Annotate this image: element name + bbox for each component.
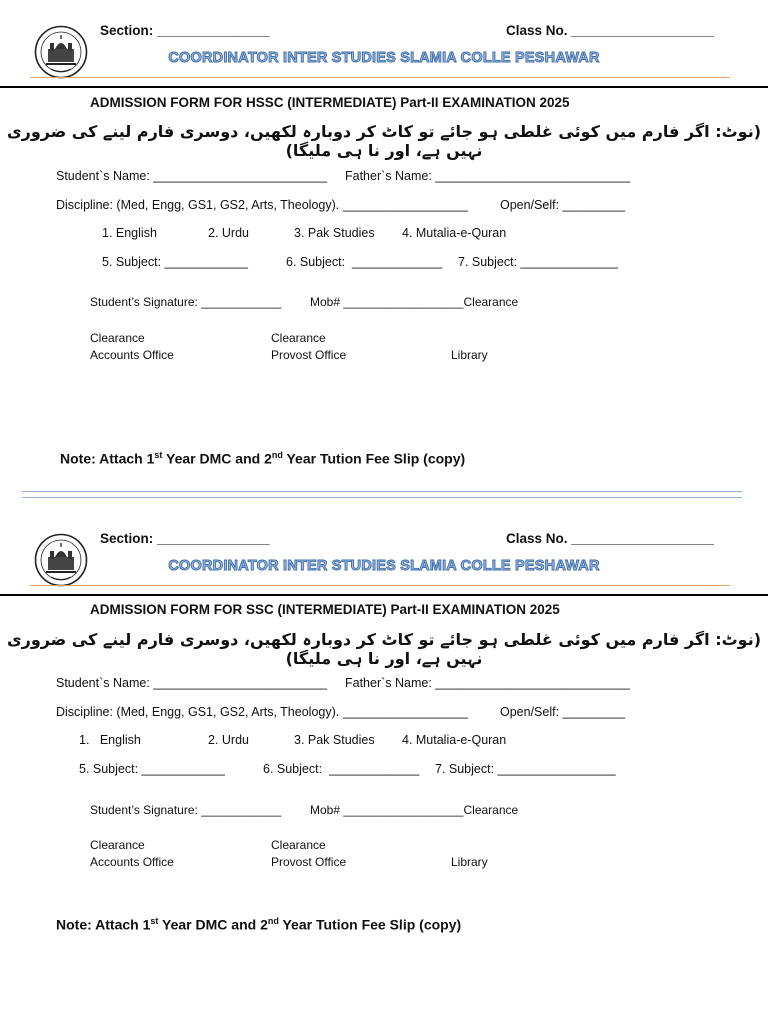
subject-6-field: 6. Subject: _____________ <box>286 255 443 269</box>
subject-6-field: 6. Subject: _____________ <box>263 762 420 776</box>
open-self-field: Open/Self: _________ <box>500 705 626 719</box>
subject-urdu: 2. Urdu <box>208 733 249 747</box>
accounts-office-label: Accounts Office <box>90 348 174 362</box>
library-label: Library <box>451 348 488 362</box>
subject-7-field: 7. Subject: _________________ <box>435 762 616 776</box>
subject-english: 1. English <box>102 226 157 240</box>
clearance-provost-label: Clearance <box>271 838 326 852</box>
mobile-field: Mob# __________________Clearance <box>310 803 519 817</box>
discipline-field: Discipline: (Med, Engg, GS1, GS2, Arts, Theology). __________________ <box>56 198 468 212</box>
header-black-rule <box>0 86 768 88</box>
mobile-field: Mob# __________________Clearance <box>310 295 519 309</box>
clearance-provost-label: Clearance <box>271 331 326 345</box>
provost-office-label: Provost Office <box>271 855 347 869</box>
father-name-field: Father`s Name: ____________________________ <box>345 676 630 690</box>
admission-form-hssc <box>0 0 768 507</box>
attachment-note: Note: Attach 1st Year DMC and 2nd Year Tution Fee Slip (copy) <box>56 916 462 933</box>
library-label: Library <box>451 855 488 869</box>
open-self-field: Open/Self: _________ <box>500 198 626 212</box>
subject-5-field: 5. Subject: ____________ <box>102 255 248 269</box>
father-name-field: Father`s Name: ____________________________ <box>345 169 630 183</box>
subject-5-field: 5. Subject: ____________ <box>79 762 225 776</box>
provost-office-label: Provost Office <box>271 348 347 362</box>
subject-mutalia-e-quran: 4. Mutalia-e-Quran <box>402 226 507 240</box>
header-black-rule <box>0 594 768 596</box>
discipline-field: Discipline: (Med, Engg, GS1, GS2, Arts, Theology). __________________ <box>56 705 468 719</box>
cut-line-bottom <box>22 497 742 498</box>
clearance-accounts-label: Clearance <box>90 331 145 345</box>
coordinator-banner: COORDINATOR INTER STUDIES SLAMIA COLLE PESHAWAR <box>168 50 600 66</box>
cut-line-top <box>22 491 742 492</box>
urdu-note: (نوٹ: اگر فارم میں کوئی غلطی ہو جائے تو کاٹ کر دوبارہ لکھیں، دوسری فارم لینے کی ضروری نہیں ہے، اور نا ہی ملیگا) <box>6 122 762 160</box>
subject-pak-studies: 3. Pak Studies <box>294 226 375 240</box>
signature-field: Student’s Signature: ____________ <box>90 295 282 309</box>
section-field-label: Section: _______________ <box>100 531 270 546</box>
subject-pak-studies: 3. Pak Studies <box>294 733 375 747</box>
form-title: ADMISSION FORM FOR SSC (INTERMEDIATE) Part-II EXAMINATION 2025 <box>90 602 560 617</box>
subject-7-field: 7. Subject: ______________ <box>458 255 618 269</box>
subject-mutalia-e-quran: 4. Mutalia-e-Quran <box>402 733 507 747</box>
subject-english: 1. English <box>79 733 141 747</box>
coordinator-banner: COORDINATOR INTER STUDIES SLAMIA COLLE PESHAWAR <box>168 558 600 574</box>
attachment-note: Note: Attach 1st Year DMC and 2nd Year Tution Fee Slip (copy) <box>60 450 466 467</box>
class-number-field-label: Class No. ___________________ <box>506 23 714 38</box>
clearance-accounts-label: Clearance <box>90 838 145 852</box>
class-number-field-label: Class No. ___________________ <box>506 531 714 546</box>
header-orange-rule <box>30 585 730 586</box>
header-orange-rule <box>30 77 730 78</box>
urdu-note: (نوٹ: اگر فارم میں کوئی غلطی ہو جائے تو کاٹ کر دوبارہ لکھیں، دوسری فارم لینے کی ضروری نہیں ہے، اور نا ہی ملیگا) <box>6 630 762 668</box>
accounts-office-label: Accounts Office <box>90 855 174 869</box>
admission-form-ssc <box>0 508 768 1015</box>
form-title: ADMISSION FORM FOR HSSC (INTERMEDIATE) Part-II EXAMINATION 2025 <box>90 95 570 110</box>
student-name-field: Student`s Name: _________________________ <box>56 676 328 690</box>
subject-urdu: 2. Urdu <box>208 226 249 240</box>
signature-field: Student’s Signature: ____________ <box>90 803 282 817</box>
section-field-label: Section: _______________ <box>100 23 270 38</box>
student-name-field: Student`s Name: _________________________ <box>56 169 328 183</box>
